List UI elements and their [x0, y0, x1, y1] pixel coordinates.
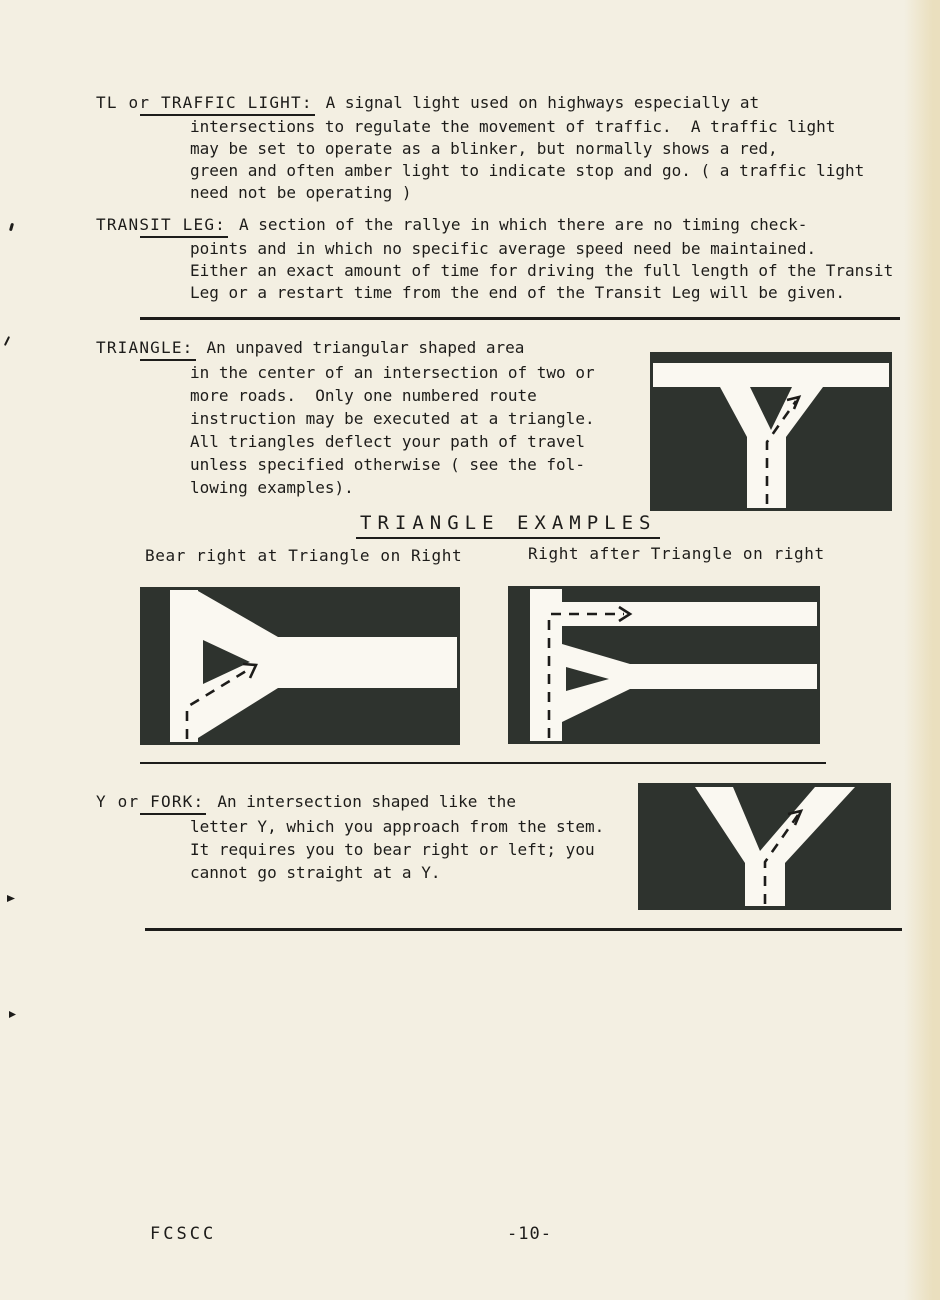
definition-y-fork: [96, 790, 605, 884]
definition-line: intersections to regulate the movement of traffic. A traffic light: [190, 117, 836, 136]
horizontal-rule: [140, 762, 826, 764]
road-horizontal-top: [562, 602, 817, 626]
definition-line: instruction may be executed at a triangle.: [190, 409, 595, 428]
definition-line: need not be operating ): [190, 183, 412, 202]
right-after-example-diagram: [508, 586, 820, 744]
example-caption-right: Right after Triangle on right: [528, 544, 825, 563]
definition-line: [96, 336, 595, 361]
example-caption-left: Bear right at Triangle on Right: [145, 546, 463, 565]
definition-line: in the center of an intersection of two or: [190, 363, 595, 382]
definition-line: [96, 790, 604, 815]
footer-club-name: FCSCC: [150, 1224, 217, 1244]
definition-triangle: [96, 336, 595, 499]
definition-line: [96, 214, 893, 238]
triangle-intersection-diagram: [650, 352, 892, 511]
term-transit-leg: TRANSIT LEG:: [140, 214, 228, 238]
definition-line: green and often amber light to indicate stop and go. ( a traffic light: [190, 161, 865, 180]
y-fork-diagram: [638, 783, 891, 910]
term-traffic-light: TL or TRAFFIC LIGHT:: [140, 92, 315, 116]
definition-line: cannot go straight at a Y.: [190, 863, 441, 882]
scan-speck: [4, 336, 10, 346]
page-number: -10-: [507, 1224, 552, 1244]
definition-line: All triangles deflect your path of travel: [190, 432, 585, 451]
definition-line: points and in which no specific average speed need be maintained.: [190, 239, 817, 258]
definition-text: An unpaved triangular shaped area: [206, 338, 525, 357]
horizontal-rule: [140, 317, 900, 320]
definition-text: A signal light used on highways especially at: [325, 93, 760, 112]
definition-line: [96, 92, 864, 116]
term-triangle: TRIANGLE:: [140, 336, 196, 361]
definition-line: It requires you to bear right or left; you: [190, 840, 595, 859]
bear-right-example-diagram: [140, 587, 460, 745]
definition-line: Either an exact amount of time for driving the full length of the Transit: [190, 261, 894, 280]
definition-text: A section of the rallye in which there are no timing check-: [239, 215, 808, 234]
definition-line: more roads. Only one numbered route: [190, 386, 537, 405]
page-edge-shadow: [904, 0, 940, 1300]
term-y-fork: Y or FORK:: [140, 790, 206, 815]
road-horizontal: [653, 363, 889, 387]
definition-traffic-light: [96, 92, 865, 204]
road-vertical: [530, 589, 562, 741]
examples-heading: TRIANGLE EXAMPLES: [356, 512, 660, 539]
definition-line: may be set to operate as a blinker, but normally shows a red,: [190, 139, 778, 158]
definition-line: unless specified otherwise ( see the fol-: [190, 455, 585, 474]
definition-transit-leg: [96, 214, 894, 304]
road-vertical: [170, 590, 198, 742]
horizontal-rule: [145, 928, 902, 931]
definition-line: letter Y, which you approach from the stem.: [190, 817, 605, 836]
definition-line: lowing examples).: [190, 478, 354, 497]
scan-speck: [9, 223, 14, 232]
definition-line: Leg or a restart time from the end of the Transit Leg will be given.: [190, 283, 846, 302]
scan-speck: [7, 895, 15, 902]
scan-speck: [9, 1011, 16, 1018]
definition-text: An intersection shaped like the: [217, 792, 516, 811]
